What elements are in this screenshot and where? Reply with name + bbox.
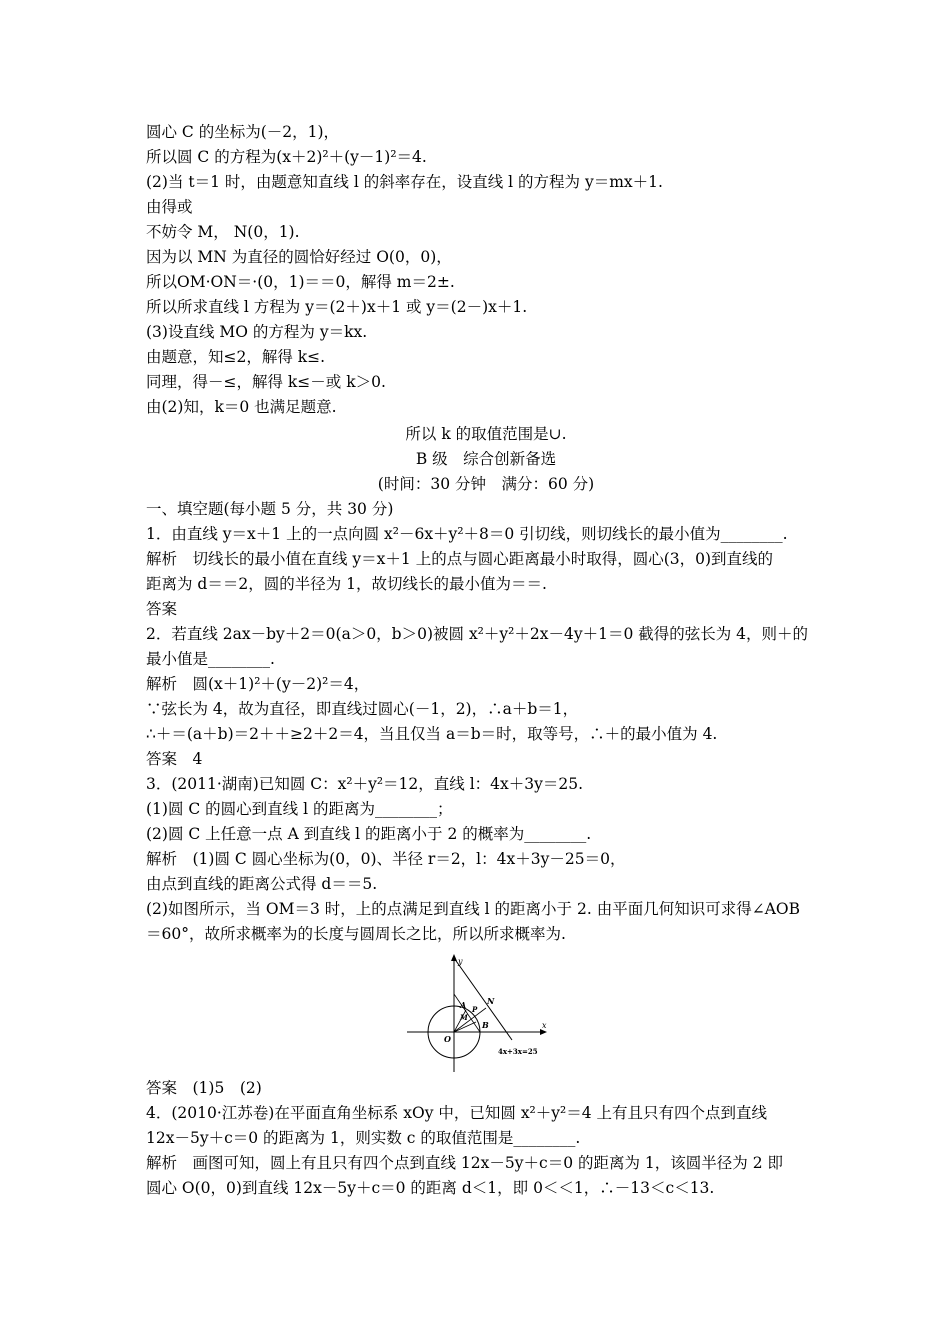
circle-line-figure [402,952,552,1074]
text-line: 所以圆 C 的方程为(x＋2)²＋(y－1)²＝4. [146,148,427,166]
x-label: x [542,1021,547,1030]
point-b-label: B [482,1020,489,1030]
text-line: 答案 [146,600,178,618]
line-equation-label: 4x+3x=25 [498,1047,538,1056]
text-line: 由得或 [146,198,193,216]
text-line: 所以所求直线 l 方程为 y＝(2＋)x＋1 或 y＝(2－)x＋1. [146,298,528,316]
text-line: 同理，得－≤，解得 k≤－或 k＞0. [146,373,386,391]
text-line: 解析 (1)圆 C 圆心坐标为(0，0)、半径 r＝2，l：4x＋3y－25＝0， [146,850,626,868]
text-line: 圆心 C 的坐标为(－2，1)， [146,123,340,141]
text-line: 4．(2010·江苏卷)在平面直角坐标系 xOy 中，已知圆 x²＋y²＝4 上有且只有四个点到直线 [146,1104,768,1122]
text-line: (2)如图所示，当 OM＝3 时，上的点满足到直线 l 的距离小于 2. 由平面几何知识可求得∠AOB [146,900,800,918]
point-m-label: M [460,1013,468,1022]
text-line: 因为以 MN 为直径的圆恰好经过 O(0，0)， [146,248,452,266]
text-line: ∵弦长为 4，故为直径，即直线过圆心(－1，2)，∴a＋b＝1， [146,700,579,718]
text-line: 3．(2011·湖南)已知圆 C：x²＋y²＝12，直线 l：4x＋3y＝25. [146,775,584,793]
text-line: (3)设直线 MO 的方程为 y＝kx. [146,323,368,341]
text-line: 由点到直线的距离公式得 d＝＝5. [146,875,378,893]
section-subheading: (时间：30 分钟 满分：60 分) [377,475,595,493]
point-n-label: N [487,996,495,1006]
text-line: (2)圆 C 上任意一点 A 到直线 l 的距离小于 2 的概率为________. [146,825,592,843]
text-line: 解析 切线长的最小值在直线 y＝x＋1 上的点与圆心距离最小时取得，圆心(3，0)到直线的 [146,550,774,568]
origin-label: O [444,1034,451,1044]
text-line: 所以OM·ON＝·(0，1)＝＝0，解得 m＝2±. [146,273,455,291]
section-heading: B 级 综合创新备选 [415,450,557,468]
text-line: ∴＋＝(a＋b)＝2＋＋≥2＋2＝4，当且仅当 a＝b＝时，取等号，∴＋的最小值为 4. [146,725,718,743]
point-p-label: P [472,1005,478,1014]
text-line: 12x－5y＋c＝0 的距离为 1，则实数 c 的取值范围是________. [146,1129,581,1147]
y-axis-arrow [451,954,457,961]
text-line: 由题意，知≤2，解得 k≤. [146,348,326,366]
text-line: 解析 圆(x＋1)²＋(y－2)²＝4， [146,675,370,693]
text-line: (2)当 t＝1 时，由题意知直线 l 的斜率存在，设直线 l 的方程为 y＝mx＋1. [146,173,663,191]
conclusion-line: 所以 k 的取值范围是∪. [405,425,567,443]
text-line: 2．若直线 2ax－by＋2＝0(a＞0，b＞0)被圆 x²＋y²＋2x－4y＋1＝0 截得的弦长为 4，则＋的 [146,625,809,643]
y-label: y [458,957,463,966]
text-line: 一、填空题(每小题 5 分，共 30 分) [146,500,394,518]
text-line: 不妨令 M， N(0，1). [146,223,300,241]
text-line: 距离为 d＝＝2，圆的半径为 1，故切线长的最小值为＝＝. [146,575,547,593]
text-line: ＝60°，故所求概率为的长度与圆周长之比，所以所求概率为. [146,925,566,943]
text-line: 圆心 O(0，0)到直线 12x－5y＋c＝0 的距离 d＜1，即 0＜＜1，∴－13＜c＜13. [146,1179,715,1197]
text-line: 最小值是________. [146,650,275,668]
text-line: 1．由直线 y＝x＋1 上的一点向圆 x²－6x＋y²＋8＝0 引切线，则切线长的最小值为________. [146,525,788,543]
text-line: 由(2)知，k＝0 也满足题意. [146,398,337,416]
text-line: 解析 画图可知，圆上有且只有四个点到直线 12x－5y＋c＝0 的距离为 1，该圆半径为 2 即 [146,1154,783,1172]
text-line: 答案 4 [146,750,203,768]
point-a-label: A [460,1000,467,1010]
text-line: 答案 (1)5 (2) [146,1079,262,1097]
text-line: (1)圆 C 的圆心到直线 l 的距离为________； [146,800,453,818]
